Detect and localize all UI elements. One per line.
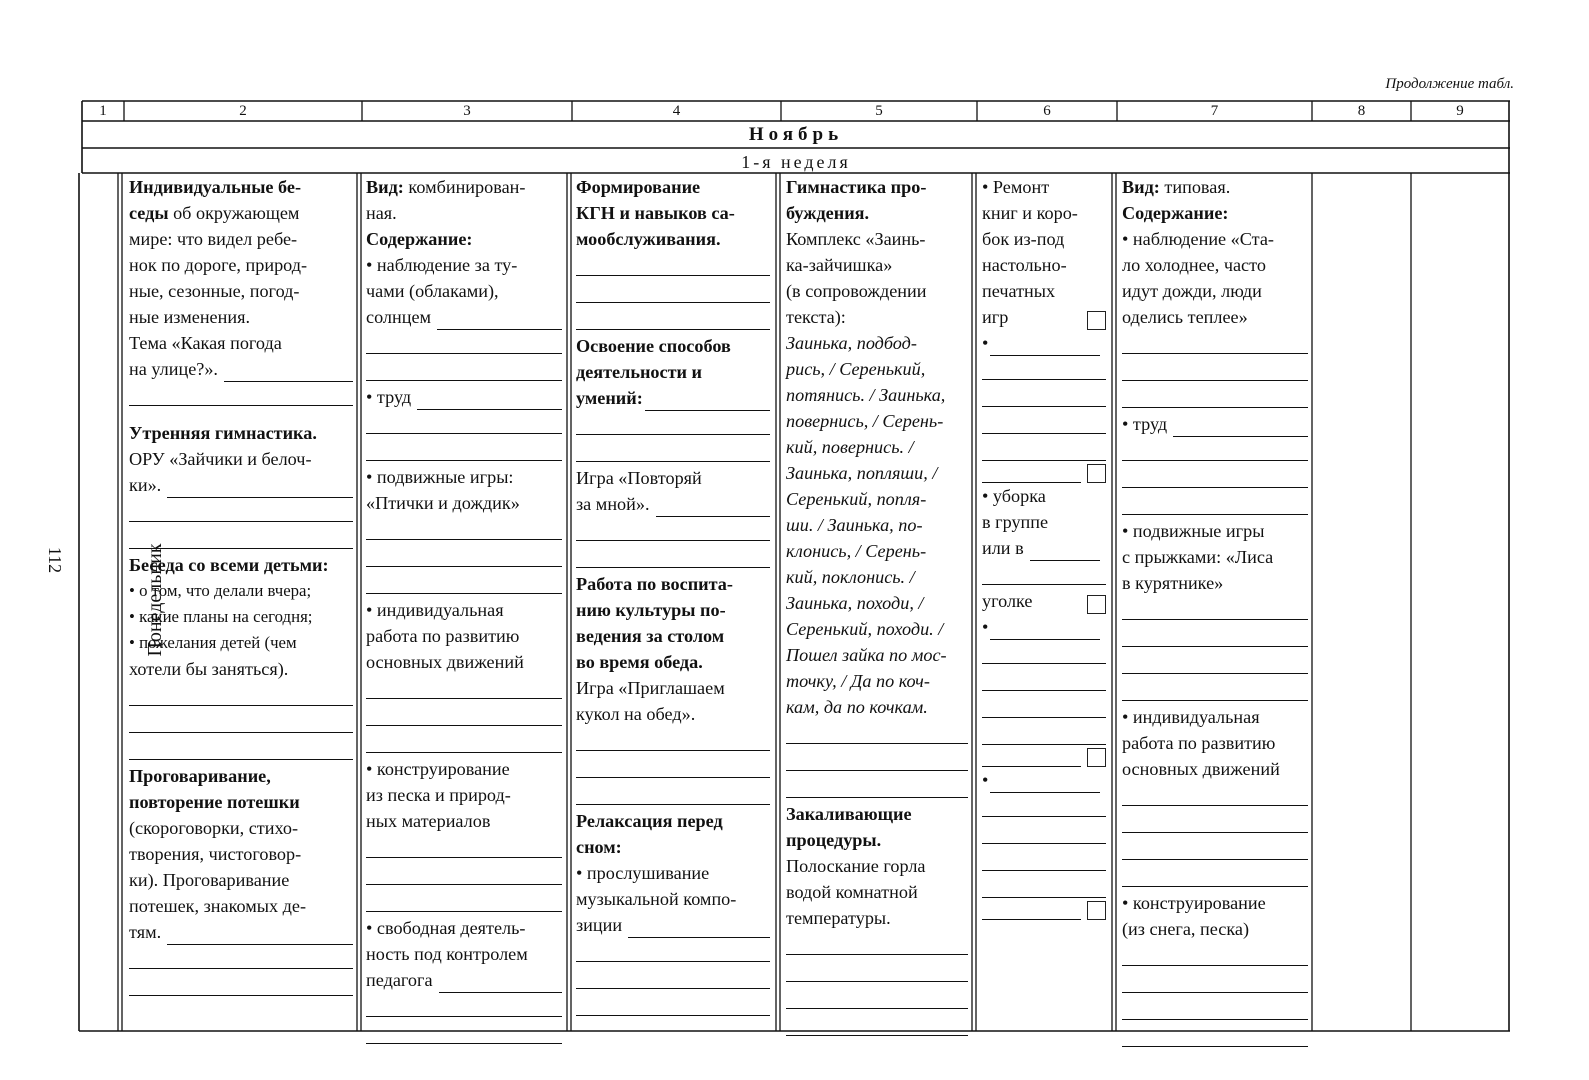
col2-b1-line6: Тема «Какая погода xyxy=(129,333,282,353)
col2-b3-line1: • о том, что делали вчера; xyxy=(129,581,312,600)
fill-line xyxy=(982,820,1106,844)
fill-line xyxy=(417,392,562,410)
fill-line xyxy=(786,931,968,955)
fill-line xyxy=(129,945,353,969)
col5-zak-line5: температуры. xyxy=(786,908,891,928)
fill-line xyxy=(645,393,770,411)
col4-osv-line3: умений: xyxy=(576,388,643,408)
col2-b2-title: Утренняя гимнастика. xyxy=(129,423,317,443)
col6-ub-line1: • уборка xyxy=(982,486,1046,506)
col5-gym-line2: буждения. xyxy=(786,203,870,223)
fill-line xyxy=(1122,677,1308,701)
fill-line xyxy=(982,874,1106,898)
col6-bullet: • xyxy=(982,333,989,353)
col7-obs-line4: оделись теплее» xyxy=(1122,307,1248,327)
col2-b3-line2: • какие планы на сегодня; xyxy=(129,607,313,626)
col4-rel-line2: сном: xyxy=(576,837,622,857)
col9-cell xyxy=(1412,174,1508,1030)
col6-rem-line4: настольно- xyxy=(982,255,1067,275)
col3-obs-line2: чами (облаками), xyxy=(366,281,499,301)
col3-con-line3: ных материалов xyxy=(366,811,491,831)
col7-con-line2: (из снега, песка) xyxy=(1122,919,1250,939)
col4-rel-line1: Релаксация перед xyxy=(576,811,723,831)
fill-line xyxy=(129,972,353,996)
fill-line xyxy=(576,938,770,962)
fill-line xyxy=(1122,464,1308,488)
col5-poem-line: Пошел зайка по мос- xyxy=(786,645,947,665)
col3-vid-line1: комбинирован- xyxy=(403,177,526,197)
fill-line xyxy=(167,480,353,498)
col4-cult-line3: ведения за столом xyxy=(576,626,725,646)
col5-poem-line: клонись, / Серень- xyxy=(786,541,927,561)
col3-games-line2: «Птички и дождик» xyxy=(366,493,520,513)
fill-line xyxy=(1122,650,1308,674)
col8-cell xyxy=(1313,174,1410,1030)
fill-line xyxy=(576,754,770,778)
fill-line xyxy=(982,437,1106,461)
col5-gym-line5: (в сопровождении xyxy=(786,281,927,301)
col3-free-line3: педагога xyxy=(366,970,433,990)
col4-cult-line2: нию культуры по- xyxy=(576,600,726,620)
col6-rem-line2: книг и коро- xyxy=(982,203,1078,223)
fill-line xyxy=(786,958,968,982)
fill-line xyxy=(982,561,1106,585)
col3-ind-line3: основных движений xyxy=(366,652,524,672)
col2-b4-line5: тям. xyxy=(129,922,162,942)
fill-line xyxy=(576,992,770,1016)
col4-game-line1: Игра «Повторяй xyxy=(576,468,702,488)
fill-line xyxy=(366,516,562,540)
col2-b4-title1: Проговаривание, xyxy=(129,766,271,786)
fill-line xyxy=(982,356,1106,380)
col4-osv-line1: Освоение способов xyxy=(576,336,731,356)
col2-b2-line1: ОРУ «Зайчики и белоч- xyxy=(129,449,312,469)
fill-line xyxy=(982,902,1081,920)
col3-cell xyxy=(366,174,562,1047)
col3-vid-label: Вид: xyxy=(366,177,404,197)
fill-line xyxy=(576,965,770,989)
fill-line xyxy=(366,888,562,912)
fill-line xyxy=(1122,384,1308,408)
page-number: 112 xyxy=(45,546,65,574)
col6-rem-line1: • Ремонт xyxy=(982,177,1050,197)
col4-cell xyxy=(576,174,770,1019)
col6-rem-line5: печатных xyxy=(982,281,1056,301)
col5-cell xyxy=(786,174,968,1039)
col5-poem-line: ши. / Заинька, по- xyxy=(786,515,923,535)
col6-bullet: • xyxy=(982,770,989,790)
fill-line xyxy=(1122,491,1308,515)
fill-line xyxy=(786,720,968,744)
col6-cell xyxy=(982,174,1106,920)
col2-b3-title: Беседа со всеми детьми: xyxy=(129,555,329,575)
fill-line xyxy=(439,975,562,993)
day-label: Понедельник xyxy=(144,543,166,657)
fill-line xyxy=(366,543,562,567)
col2-b1-line2: мире: что видел ребе- xyxy=(129,229,298,249)
col-number-7: 7 xyxy=(1210,103,1219,119)
fill-line xyxy=(167,927,353,945)
fill-line xyxy=(366,357,562,381)
fill-line xyxy=(576,438,770,462)
col2-b2-line2: ки». xyxy=(129,475,162,495)
fill-line xyxy=(366,330,562,354)
fill-line xyxy=(786,774,968,798)
col5-poem-line: рись, / Серенький, xyxy=(786,359,926,379)
fill-line xyxy=(982,410,1106,434)
col6-ub-line4: уголке xyxy=(982,591,1033,611)
fill-line xyxy=(366,675,562,699)
col5-gym-line3: Комплекс «Заинь- xyxy=(786,229,926,249)
col2-b3-line4: хотели бы заняться). xyxy=(129,659,289,679)
fill-line xyxy=(576,727,770,751)
col4-cult-line5: Игра «Приглашаем xyxy=(576,678,725,698)
fill-line xyxy=(982,667,1106,691)
fill-line xyxy=(990,338,1100,356)
col7-vid-value: типовая. xyxy=(1159,177,1231,197)
col7-cell xyxy=(1122,174,1308,1050)
fill-line xyxy=(366,861,562,885)
fill-line xyxy=(786,985,968,1009)
fill-line xyxy=(982,793,1106,817)
col3-obs-line3: солнцем xyxy=(366,307,432,327)
fill-line xyxy=(1122,330,1308,354)
week-title: 1-я неделя xyxy=(741,152,851,172)
col3-content-label: Содержание: xyxy=(366,229,473,249)
fill-line xyxy=(1173,419,1308,437)
col7-ind-line3: основных движений xyxy=(1122,759,1280,779)
fill-line xyxy=(366,729,562,753)
fill-line xyxy=(786,747,968,771)
fill-line xyxy=(366,570,562,594)
col5-gym-line6: текста): xyxy=(786,307,846,327)
col6-rem-line3: бок из-под xyxy=(982,229,1065,249)
col2-b4-line2: творения, чистоговор- xyxy=(129,844,302,864)
checkbox[interactable] xyxy=(1087,748,1106,767)
fill-line xyxy=(990,622,1100,640)
col5-poem-line: Серенький, попля- xyxy=(786,489,927,509)
col6-bullet: • xyxy=(982,617,989,637)
fill-line xyxy=(1122,969,1308,993)
col4-osv-line2: деятельности и xyxy=(576,362,703,382)
col5-poem-line: Заинька, подбод- xyxy=(786,333,917,353)
fill-line xyxy=(786,1012,968,1036)
col7-content-label: Содержание: xyxy=(1122,203,1229,223)
col-number-9: 9 xyxy=(1456,103,1464,119)
col6-ub-line2: в группе xyxy=(982,512,1049,532)
fill-line xyxy=(366,702,562,726)
fill-line xyxy=(1122,596,1308,620)
col4-cult-line6: кукол на обед». xyxy=(576,704,696,724)
col2-b1-line1: об окружающем xyxy=(168,203,300,223)
col7-obs-line3: идут дожди, люди xyxy=(1122,281,1262,301)
fill-line xyxy=(224,364,353,382)
fill-line xyxy=(576,252,770,276)
col7-obs-line1: • наблюдение «Ста- xyxy=(1122,229,1274,249)
col7-vid-label: Вид: xyxy=(1122,177,1160,197)
col5-gym-line4: ка-зайчишка» xyxy=(786,255,893,275)
fill-line xyxy=(1122,357,1308,381)
checkbox[interactable] xyxy=(1087,901,1106,920)
col2-cell xyxy=(129,174,353,999)
col7-con-line1: • конструирование xyxy=(1122,893,1266,913)
col-number-3: 3 xyxy=(463,103,471,119)
col4-cult-line1: Работа по воспита- xyxy=(576,574,733,594)
fill-line xyxy=(982,640,1106,664)
col2-b1-line3: нок по дороге, природ- xyxy=(129,255,308,275)
fill-line xyxy=(1122,437,1308,461)
fill-line xyxy=(656,499,770,517)
fill-line xyxy=(990,775,1100,793)
fill-line xyxy=(129,682,353,706)
fill-line xyxy=(129,525,353,549)
fill-line xyxy=(366,834,562,858)
month-title: Ноябрь xyxy=(748,124,844,145)
col5-zak-line2: процедуры. xyxy=(786,830,882,850)
col2-b4-line1: (скороговорки, стихо- xyxy=(129,818,299,838)
col5-poem-line: повернись, / Серень- xyxy=(786,411,944,431)
continuation-label: Продолжение табл. xyxy=(1385,76,1514,92)
fill-line xyxy=(1122,1023,1308,1047)
col3-con-line1: • конструирование xyxy=(366,759,510,779)
col2-b4-title2: повторение потешки xyxy=(129,792,300,812)
col3-trud: • труд xyxy=(366,387,412,407)
col7-games-line1: • подвижные игры xyxy=(1122,521,1265,541)
fill-line xyxy=(437,312,562,330)
col2-b1-line5: ные изменения. xyxy=(129,307,250,327)
col4-rel-line5: зиции xyxy=(576,915,623,935)
col4-rel-line4: музыкальной компо- xyxy=(576,889,737,909)
fill-line xyxy=(129,709,353,733)
col3-obs-line1: • наблюдение за ту- xyxy=(366,255,518,275)
col5-poem-line: Серенький, походи. / xyxy=(786,619,944,639)
fill-line xyxy=(1122,836,1308,860)
fill-line xyxy=(576,781,770,805)
col3-ind-line2: работа по развитию xyxy=(366,626,520,646)
col5-poem-line: Заинька, попляши, / xyxy=(786,463,938,483)
col-number-1: 1 xyxy=(99,103,107,119)
col3-free-line1: • свободная деятель- xyxy=(366,918,526,938)
col7-obs-line2: ло холоднее, часто xyxy=(1122,255,1266,275)
col4-kgn-line1: Формирование xyxy=(576,177,701,197)
fill-line xyxy=(576,411,770,435)
fill-line xyxy=(1122,623,1308,647)
col2-b1-line4: ные, сезонные, погод- xyxy=(129,281,300,301)
col3-games-line1: • подвижные игры: xyxy=(366,467,514,487)
fill-line xyxy=(576,279,770,303)
fill-line xyxy=(366,1020,562,1044)
fill-line xyxy=(982,694,1106,718)
col2-b4-line3: ки). Проговаривание xyxy=(129,870,290,890)
col5-zak-line3: Полоскание горла xyxy=(786,856,926,876)
fill-line xyxy=(1030,543,1100,561)
fill-line xyxy=(129,736,353,760)
col-number-5: 5 xyxy=(875,103,883,119)
col5-zak-line1: Закаливающие xyxy=(786,804,912,824)
col2-b3-line3: • пожелания детей (чем xyxy=(129,633,297,652)
checkbox[interactable] xyxy=(1087,464,1106,483)
col3-ind-line1: • индивидуальная xyxy=(366,600,504,620)
col-number-6: 6 xyxy=(1043,103,1051,119)
col-number-2: 2 xyxy=(239,103,247,119)
col2-b1-title-b: седы xyxy=(129,203,169,223)
col-number-8: 8 xyxy=(1357,103,1366,119)
col7-games-line2: с прыжками: «Лиса xyxy=(1122,547,1274,567)
fill-line xyxy=(366,437,562,461)
col3-con-line2: из песка и природ- xyxy=(366,785,511,805)
col6-ub-line3: или в xyxy=(982,538,1024,558)
col7-ind-line2: работа по развитию xyxy=(1122,733,1276,753)
col7-ind-line1: • индивидуальная xyxy=(1122,707,1260,727)
checkbox[interactable] xyxy=(1087,311,1106,330)
col5-poem-line: кам, да по кочкам. xyxy=(786,697,928,717)
fill-line xyxy=(129,382,353,406)
col2-b4-line4: потешек, знакомых де- xyxy=(129,896,307,916)
col4-kgn-line3: мообслуживания. xyxy=(576,229,721,249)
fill-line xyxy=(982,847,1106,871)
col5-poem-line: потянись. / Заинька, xyxy=(786,385,946,405)
col5-gym-line1: Гимнастика про- xyxy=(786,177,927,197)
col5-poem-line: кий, повернись. / xyxy=(786,437,914,457)
fill-line xyxy=(1122,996,1308,1020)
fill-line xyxy=(628,920,770,938)
col4-cult-line4: во время обеда. xyxy=(576,652,703,672)
fill-line xyxy=(129,498,353,522)
fill-line xyxy=(366,993,562,1017)
col2-b1-title-a: Индивидуальные бе- xyxy=(129,177,302,197)
checkbox[interactable] xyxy=(1087,595,1106,614)
fill-line xyxy=(1122,782,1308,806)
fill-line xyxy=(982,721,1106,745)
col5-poem-line: Заинька, походи, / xyxy=(786,593,924,613)
fill-line xyxy=(576,306,770,330)
fill-line xyxy=(576,517,770,541)
col5-poem-line: точку, / Да по коч- xyxy=(786,671,930,691)
col2-b1-line7: на улице?». xyxy=(129,359,218,379)
fill-line xyxy=(1122,942,1308,966)
fill-line xyxy=(576,544,770,568)
col4-kgn-line2: КГН и навыков са- xyxy=(576,203,735,223)
col-number-4: 4 xyxy=(672,103,681,119)
col4-rel-line3: • прослушивание xyxy=(576,863,710,883)
col7-trud: • труд xyxy=(1122,414,1168,434)
fill-line xyxy=(982,383,1106,407)
fill-line xyxy=(366,410,562,434)
col3-vid-line2: ная. xyxy=(366,203,397,223)
col6-rem-line6: игр xyxy=(982,307,1009,327)
fill-line xyxy=(982,465,1081,483)
fill-line xyxy=(1122,863,1308,887)
fill-line xyxy=(982,749,1081,767)
col4-game-line2: за мной». xyxy=(576,494,650,514)
col3-free-line2: ность под контролем xyxy=(366,944,528,964)
col5-zak-line4: водой комнатной xyxy=(786,882,918,902)
fill-line xyxy=(1122,809,1308,833)
col7-games-line3: в курятнике» xyxy=(1122,573,1224,593)
col5-poem-line: кий, поклонись. / xyxy=(786,567,915,587)
